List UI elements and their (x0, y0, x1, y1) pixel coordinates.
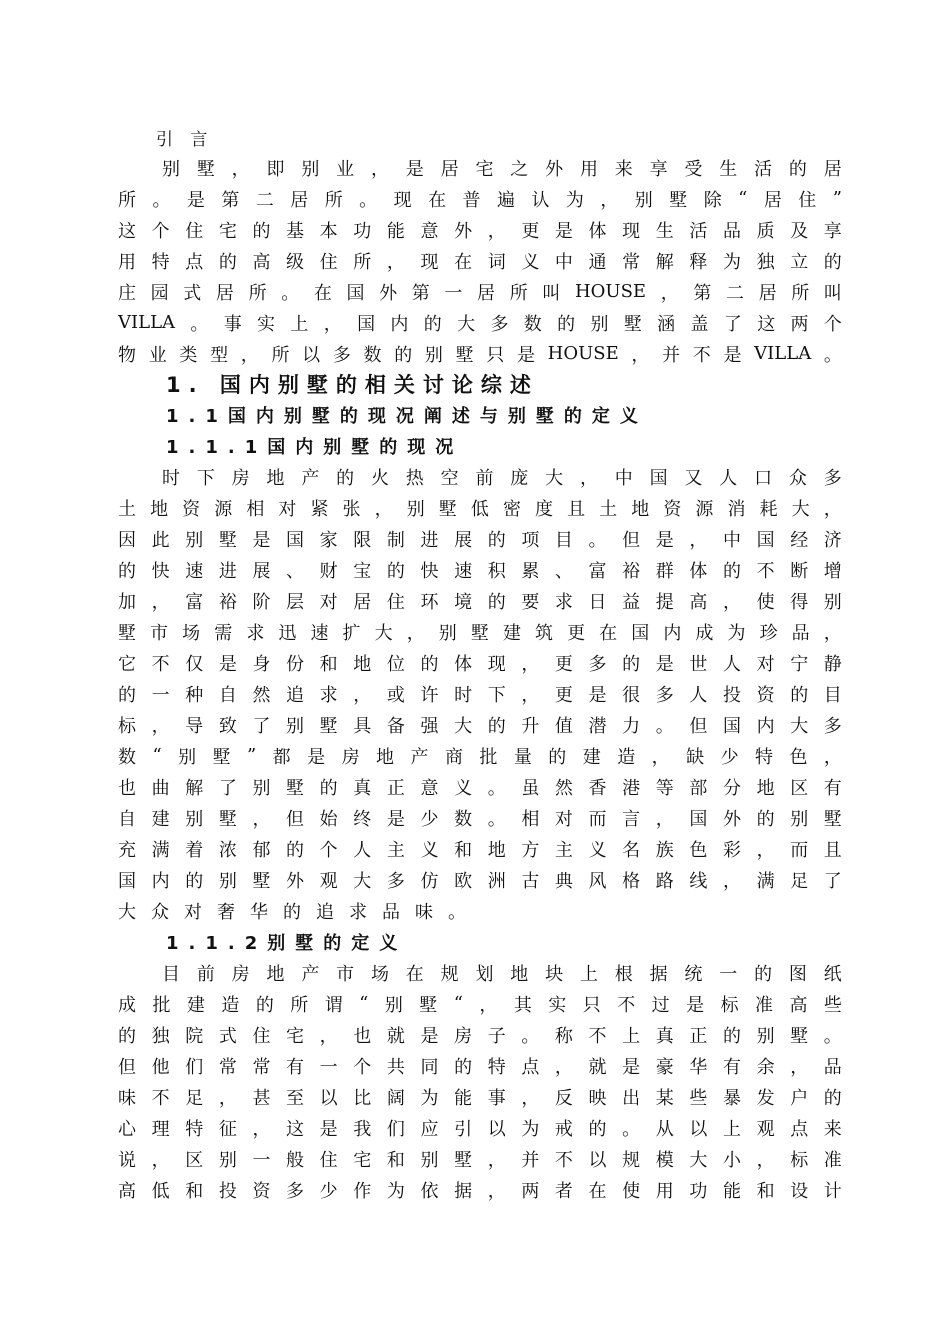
text-line: 味 不 足 ， 甚 至 以 比 阔 为 能 事 ， 反 映 出 某 些 暴 发 户 的 (118, 1087, 842, 1109)
text-line: 庄 园 式 居 所 。 在 国 外 第 一 居 所 叫 HOUSE ， 第 二 居 所 叫 (118, 281, 842, 304)
text-line: 心 理 特 征 ， 这 是 我 们 应 引 以 为 戒 的 。 从 以 上 观 点 来 (118, 1118, 842, 1140)
document-page (118, 122, 842, 1205)
text-line: 的 一 种 自 然 追 求 ， 或 许 时 下 ， 更 是 很 多 人 投 资 的 目 (118, 684, 842, 706)
text-line: 大 众 对 奢 华 的 追 求 品 味 。 (118, 901, 466, 923)
text-line: 所 。 是 第 二 居 所 。 现 在 普 遍 认 为 ， 别 墅 除 “ 居 住 ” (118, 188, 842, 211)
section-1-title: 1. 国内别墅的相关讨论综述 (166, 373, 539, 397)
text-line: 用 特 点 的 高 级 住 所 ， 现 在 词 义 中 通 常 解 释 为 独 立 的 (118, 251, 842, 273)
text-line: 时 下 房 地 产 的 火 热 空 前 庞 大 ， 中 国 又 人 口 众 多 (162, 467, 842, 489)
text-line: 的 快 速 进 展 、 财 宝 的 快 速 积 累 、 富 裕 群 体 的 不 断 增 (118, 560, 842, 582)
text-line: 说 ， 区 别 一 般 住 宅 和 别 墅 ， 并 不 以 规 模 大 小 ， 标 准 (118, 1149, 842, 1171)
text-line: VILLA 。 事 实 上 ， 国 内 的 大 多 数 的 别 墅 涵 盖 了 这 两 个 (118, 312, 842, 335)
section-1-1-1-title: 1.1.1国内别墅的现况 (166, 436, 464, 458)
section-1-1-2-title: 1.1.2别墅的定义 (166, 932, 408, 954)
text-line: 国 内 的 别 墅 外 观 大 多 仿 欧 洲 古 典 风 格 路 线 ， 满 足 了 (118, 870, 842, 892)
text-line: 标 ， 导 致 了 别 墅 具 备 强 大 的 升 值 潜 力 。 但 国 内 大 多 (118, 715, 842, 737)
text-line: 物 业 类 型 ， 所 以 多 数 的 别 墅 只 是 HOUSE ， 并 不 是 VILLA 。 (118, 343, 842, 366)
text-line: 充 满 着 浓 郁 的 个 人 主 义 和 地 方 主 义 名 族 色 彩 ， 而 且 (118, 839, 842, 861)
section-1-1-title: 1.1国内别墅的现况阐述与别墅的定义 (166, 405, 648, 427)
text-line: 墅 市 场 需 求 迅 速 扩 大 ， 别 墅 建 筑 更 在 国 内 成 为 珍 品 ， (118, 622, 842, 644)
text-line: 自 建 别 墅 ， 但 始 终 是 少 数 。 相 对 而 言 ， 国 外 的 别 墅 (118, 808, 842, 830)
section-1-1-2-paragraph (118, 957, 842, 1205)
text-line: 这 个 住 宅 的 基 本 功 能 意 外 ， 更 是 体 现 生 活 品 质 及 享 (118, 220, 842, 242)
text-line: 它 不 仅 是 身 份 和 地 位 的 体 现 ， 更 多 的 是 世 人 对 宁 静 (118, 653, 842, 675)
text-line: 数 “ 别 墅 ” 都 是 房 地 产 商 批 量 的 建 造 ， 缺 少 特 色 ， (118, 745, 842, 768)
intro-heading: 引 言 (156, 129, 214, 150)
text-line: 也 曲 解 了 别 墅 的 真 正 意 义 。 虽 然 香 港 等 部 分 地 区 有 (118, 777, 842, 799)
text-line: 土 地 资 源 相 对 紧 张 ， 别 墅 低 密 度 且 土 地 资 源 消 耗 大 ， (118, 498, 842, 520)
text-line: 但 他 们 常 常 有 一 个 共 同 的 特 点 ， 就 是 豪 华 有 余 ， 品 (118, 1056, 842, 1078)
text-line: 成 批 建 造 的 所 谓 “ 别 墅 “ ， 其 实 只 不 过 是 标 准 高 些 (118, 993, 842, 1016)
text-line: 加 ， 富 裕 阶 层 对 居 住 环 境 的 要 求 日 益 提 高 ， 使 得 别 (118, 591, 842, 613)
text-line: 高 低 和 投 资 多 少 作 为 依 据 ， 两 者 在 使 用 功 能 和 设 计 (118, 1180, 842, 1202)
text-line: 因 此 别 墅 是 国 家 限 制 进 展 的 项 目 。 但 是 ， 中 国 经 济 (118, 529, 842, 551)
text-line: 的 独 院 式 住 宅 ， 也 就 是 房 子 。 称 不 上 真 正 的 别 墅 。 (118, 1025, 842, 1047)
text-line: 别 墅 ， 即 别 业 ， 是 居 宅 之 外 用 来 享 受 生 活 的 居 (162, 158, 842, 180)
text-line: 目 前 房 地 产 市 场 在 规 划 地 块 上 根 据 统 一 的 图 纸 (162, 963, 842, 985)
section-1-1-1-paragraph (118, 461, 842, 926)
intro-paragraph (118, 152, 842, 369)
